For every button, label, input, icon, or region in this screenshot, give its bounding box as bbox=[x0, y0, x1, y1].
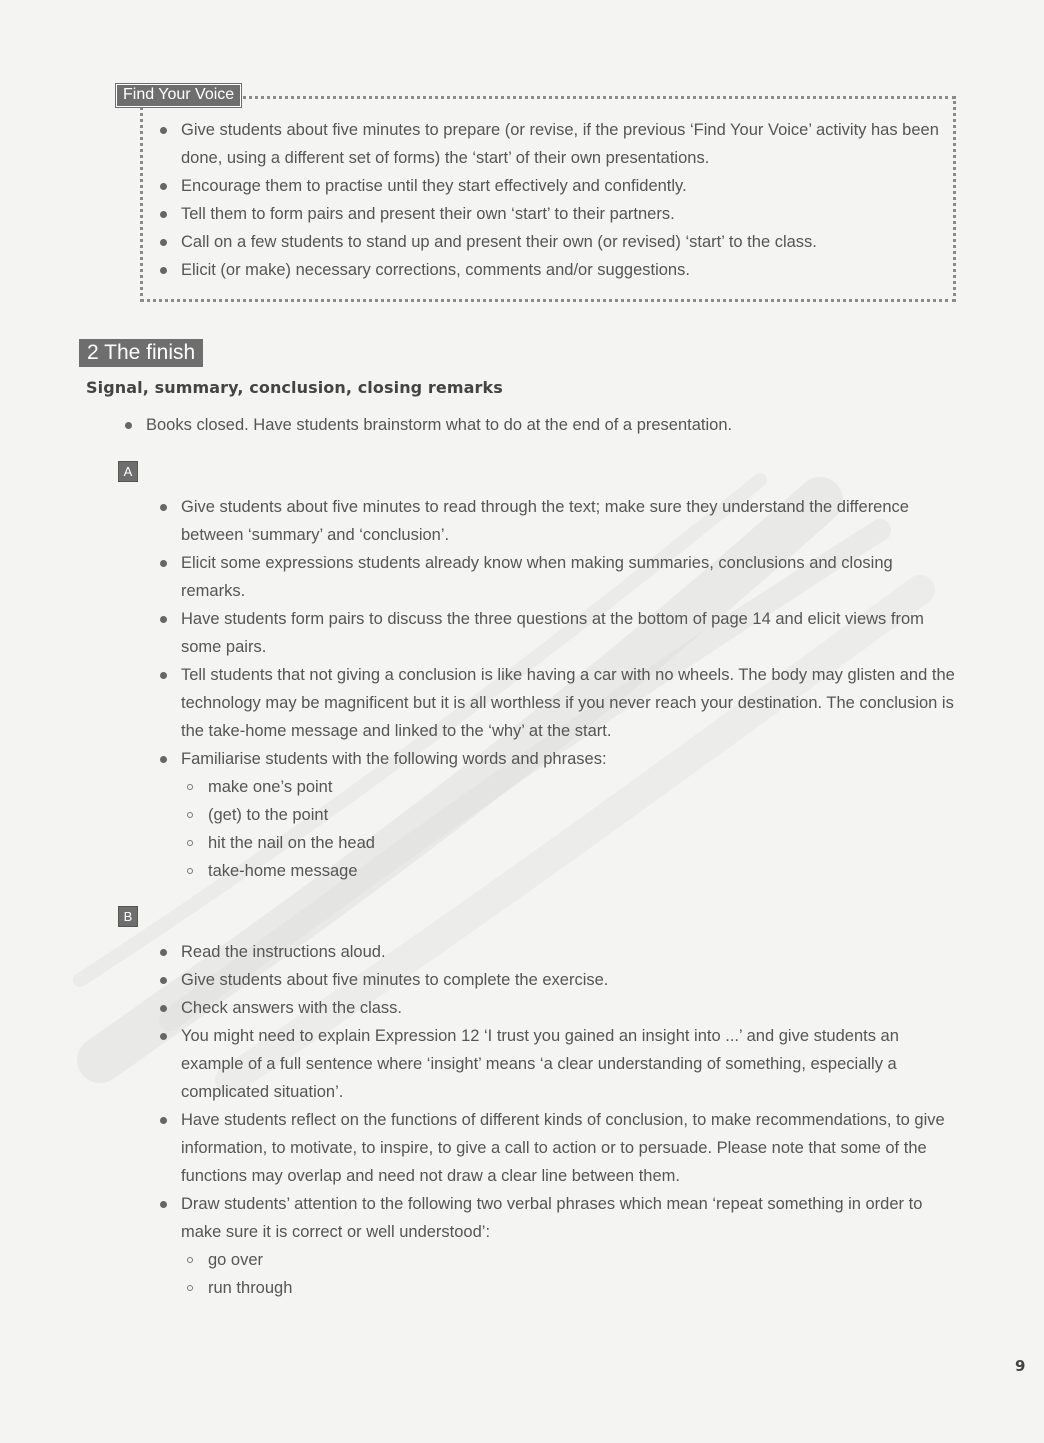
list-item: Tell students that not giving a conclusion is like having a car with no wheels. The body may glisten and the technology may be magnificent but it is all worthless if you never reach your destination. The conclusion is the take-home message and linked to the ‘why’ at the start. bbox=[140, 661, 960, 745]
list-item: You might need to explain Expression 12 ‘I trust you gained an insight into ...’ and give students an example of a full sentence where ‘insight’ means ‘a clear understanding of something, especially a complicated situation’. bbox=[140, 1022, 960, 1106]
phrase-item: hit the nail on the head bbox=[181, 829, 960, 857]
list-item: Elicit (or make) necessary corrections, comments and/or suggestions. bbox=[140, 256, 940, 284]
intro-list bbox=[105, 411, 985, 439]
part-b-phrase-list bbox=[181, 1246, 960, 1302]
phrase-item: go over bbox=[181, 1246, 960, 1274]
section-subheading: Signal, summary, conclusion, closing remarks bbox=[86, 378, 503, 397]
part-a-list bbox=[140, 493, 960, 885]
list-item: Elicit some expressions students already know when making summaries, conclusions and closing remarks. bbox=[140, 549, 960, 605]
list-item: Have students reflect on the functions of different kinds of conclusion, to make recommendations, to give information, to motivate, to inspire, to give a call to action or to persuade. Please note that some of the functions may overlap and need not draw a clear line between them. bbox=[140, 1106, 960, 1190]
phrase-item: (get) to the point bbox=[181, 801, 960, 829]
part-a-label: A bbox=[118, 461, 138, 482]
list-item: Give students about five minutes to prepare (or revise, if the previous ‘Find Your Voice’ activity has been done, using a different set of forms) the ‘start’ of their own presentations. bbox=[140, 116, 940, 172]
page-number: 9 bbox=[1015, 1357, 1026, 1375]
list-item: Tell them to form pairs and present their own ‘start’ to their partners. bbox=[140, 200, 940, 228]
list-item: Draw students’ attention to the following two verbal phrases which mean ‘repeat something in order to make sure it is correct or well understood’: bbox=[140, 1190, 960, 1246]
phrase-item: make one’s point bbox=[181, 773, 960, 801]
part-b-list bbox=[140, 938, 960, 1302]
list-item: Check answers with the class. bbox=[140, 994, 960, 1022]
list-item: Familiarise students with the following words and phrases: bbox=[140, 745, 960, 773]
phrase-item: run through bbox=[181, 1274, 960, 1302]
find-your-voice-tag: Find Your Voice bbox=[116, 84, 241, 107]
list-item: Read the instructions aloud. bbox=[140, 938, 960, 966]
phrase-item: take-home message bbox=[181, 857, 960, 885]
list-item: Encourage them to practise until they start effectively and confidently. bbox=[140, 172, 940, 200]
list-item: Give students about five minutes to complete the exercise. bbox=[140, 966, 960, 994]
find-your-voice-list bbox=[140, 116, 940, 284]
list-item: Give students about five minutes to read through the text; make sure they understand the difference between ‘summary’ and ‘conclusion’. bbox=[140, 493, 960, 549]
list-item: Call on a few students to stand up and present their own (or revised) ‘start’ to the class. bbox=[140, 228, 940, 256]
section-title: 2 The finish bbox=[79, 339, 203, 367]
list-item: Books closed. Have students brainstorm what to do at the end of a presentation. bbox=[105, 411, 985, 439]
part-a-phrase-list bbox=[181, 773, 960, 885]
list-item: Have students form pairs to discuss the three questions at the bottom of page 14 and elicit views from some pairs. bbox=[140, 605, 960, 661]
part-b-label: B bbox=[118, 906, 138, 927]
